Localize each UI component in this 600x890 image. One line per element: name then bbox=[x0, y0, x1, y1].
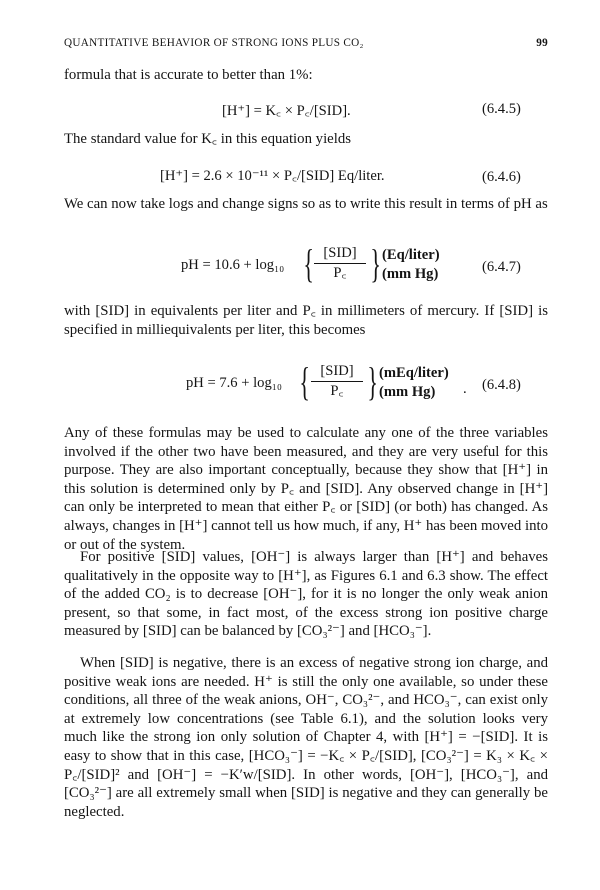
fraction bbox=[309, 362, 365, 401]
units bbox=[379, 364, 449, 402]
paragraph-positive-sid: For positive [SID] values, [OH⁻] is always larger than [H⁺] and behaves qualitatively in the opposite way to [H⁺], as Figures 6.1 and 6.3 show. The effect of the added CO₂ is to decrease [OH⁻], for it is no longer the only weak anion present, so that some, in fact most, of the excess strong ion positive charge measured by [SID] can be balanced by [CO₃²⁻] and [HCO₃⁻]. bbox=[64, 549, 548, 640]
paragraph-standard-value: The standard value for K꜀ in this equation yields bbox=[64, 131, 352, 147]
units bbox=[382, 246, 440, 284]
unit-top: (mEq/liter) bbox=[379, 365, 449, 381]
equation-lhs: pH = 10.6 + log₁₀ bbox=[181, 257, 285, 273]
equation-lhs: pH = 7.6 + log₁₀ bbox=[186, 375, 282, 391]
equation-trailing-period: . bbox=[463, 381, 467, 397]
fraction-numerator: [SID] bbox=[323, 245, 357, 261]
fraction-denominator: P꜀ bbox=[333, 265, 347, 281]
equation-number-6-4-7: (6.4.7) bbox=[482, 259, 521, 275]
right-brace: } bbox=[367, 359, 378, 404]
running-title: QUANTITATIVE BEHAVIOR OF STRONG IONS PLUS CO₂ bbox=[64, 37, 364, 49]
left-brace: { bbox=[299, 359, 310, 404]
equation-6-4-5: [H⁺] = K꜀ × P꜀/[SID]. bbox=[222, 103, 351, 119]
fraction bbox=[312, 244, 368, 283]
page-number: 99 bbox=[536, 37, 548, 49]
equation-6-4-6: [H⁺] = 2.6 × 10⁻¹¹ × P꜀/[SID] Eq/liter. bbox=[160, 168, 385, 184]
paragraph-units: with [SID] in equivalents per liter and P꜀ in millimeters of mercury. If [SID] is specified in milliequivalents per liter, this becomes bbox=[64, 303, 548, 338]
fraction-numerator: [SID] bbox=[320, 363, 354, 379]
paragraph-take-logs: We can now take logs and change signs so as to write this result in terms of pH as bbox=[64, 196, 548, 212]
equation-number-6-4-8: (6.4.8) bbox=[482, 377, 521, 393]
fraction-denominator: P꜀ bbox=[330, 383, 344, 399]
equation-number-6-4-5: (6.4.5) bbox=[482, 101, 521, 117]
paragraph-formulas-use: Any of these formulas may be used to calculate any one of the three variables involved if the other two have been measured, and they are very useful for this purpose. They are also important conceptually, because they show that [H⁺] in this solution is determined only by P꜀ and [SID]. Any observed change in [H⁺] can only be interpreted to mean that either P꜀ or [SID] (or both) has changed. As always, changes in [H⁺] cannot tell us how much, if any, H⁺ has been moved into or out of the system. bbox=[64, 425, 548, 553]
unit-top: (Eq/liter) bbox=[382, 247, 440, 263]
equation-number-6-4-6: (6.4.6) bbox=[482, 169, 521, 185]
unit-bottom: (mm Hg) bbox=[382, 266, 439, 282]
right-brace: } bbox=[370, 241, 381, 286]
left-brace: { bbox=[303, 241, 314, 286]
unit-bottom: (mm Hg) bbox=[379, 384, 436, 400]
page-header bbox=[64, 37, 548, 55]
paragraph-negative-sid: When [SID] is negative, there is an excess of negative strong ion charge, and positive weak ions are needed. H⁺ is still the only one available, so under these conditions, all three of the weak anions, OH⁻, CO₃²⁻, and HCO₃⁻, can exist only at extremely low concentrations (see Table 6.1), and the solution looks very much like the strong ion only solution of Chapter 4, with [H⁺] = −[SID]. It is easy to show that in this case, [HCO₃⁻] = −K꜀ × P꜀/[SID], [CO₃²⁻] = K₃ × K꜀ × P꜀/[SID]² and [OH⁻] = −K′w/[SID]. In other words, [OH⁻], [HCO₃⁻], and [CO₃²⁻] are all extremely small when [SID] is negative and they can generally be neglected. bbox=[64, 655, 548, 820]
paragraph-intro: formula that is accurate to better than 1%: bbox=[64, 67, 313, 83]
